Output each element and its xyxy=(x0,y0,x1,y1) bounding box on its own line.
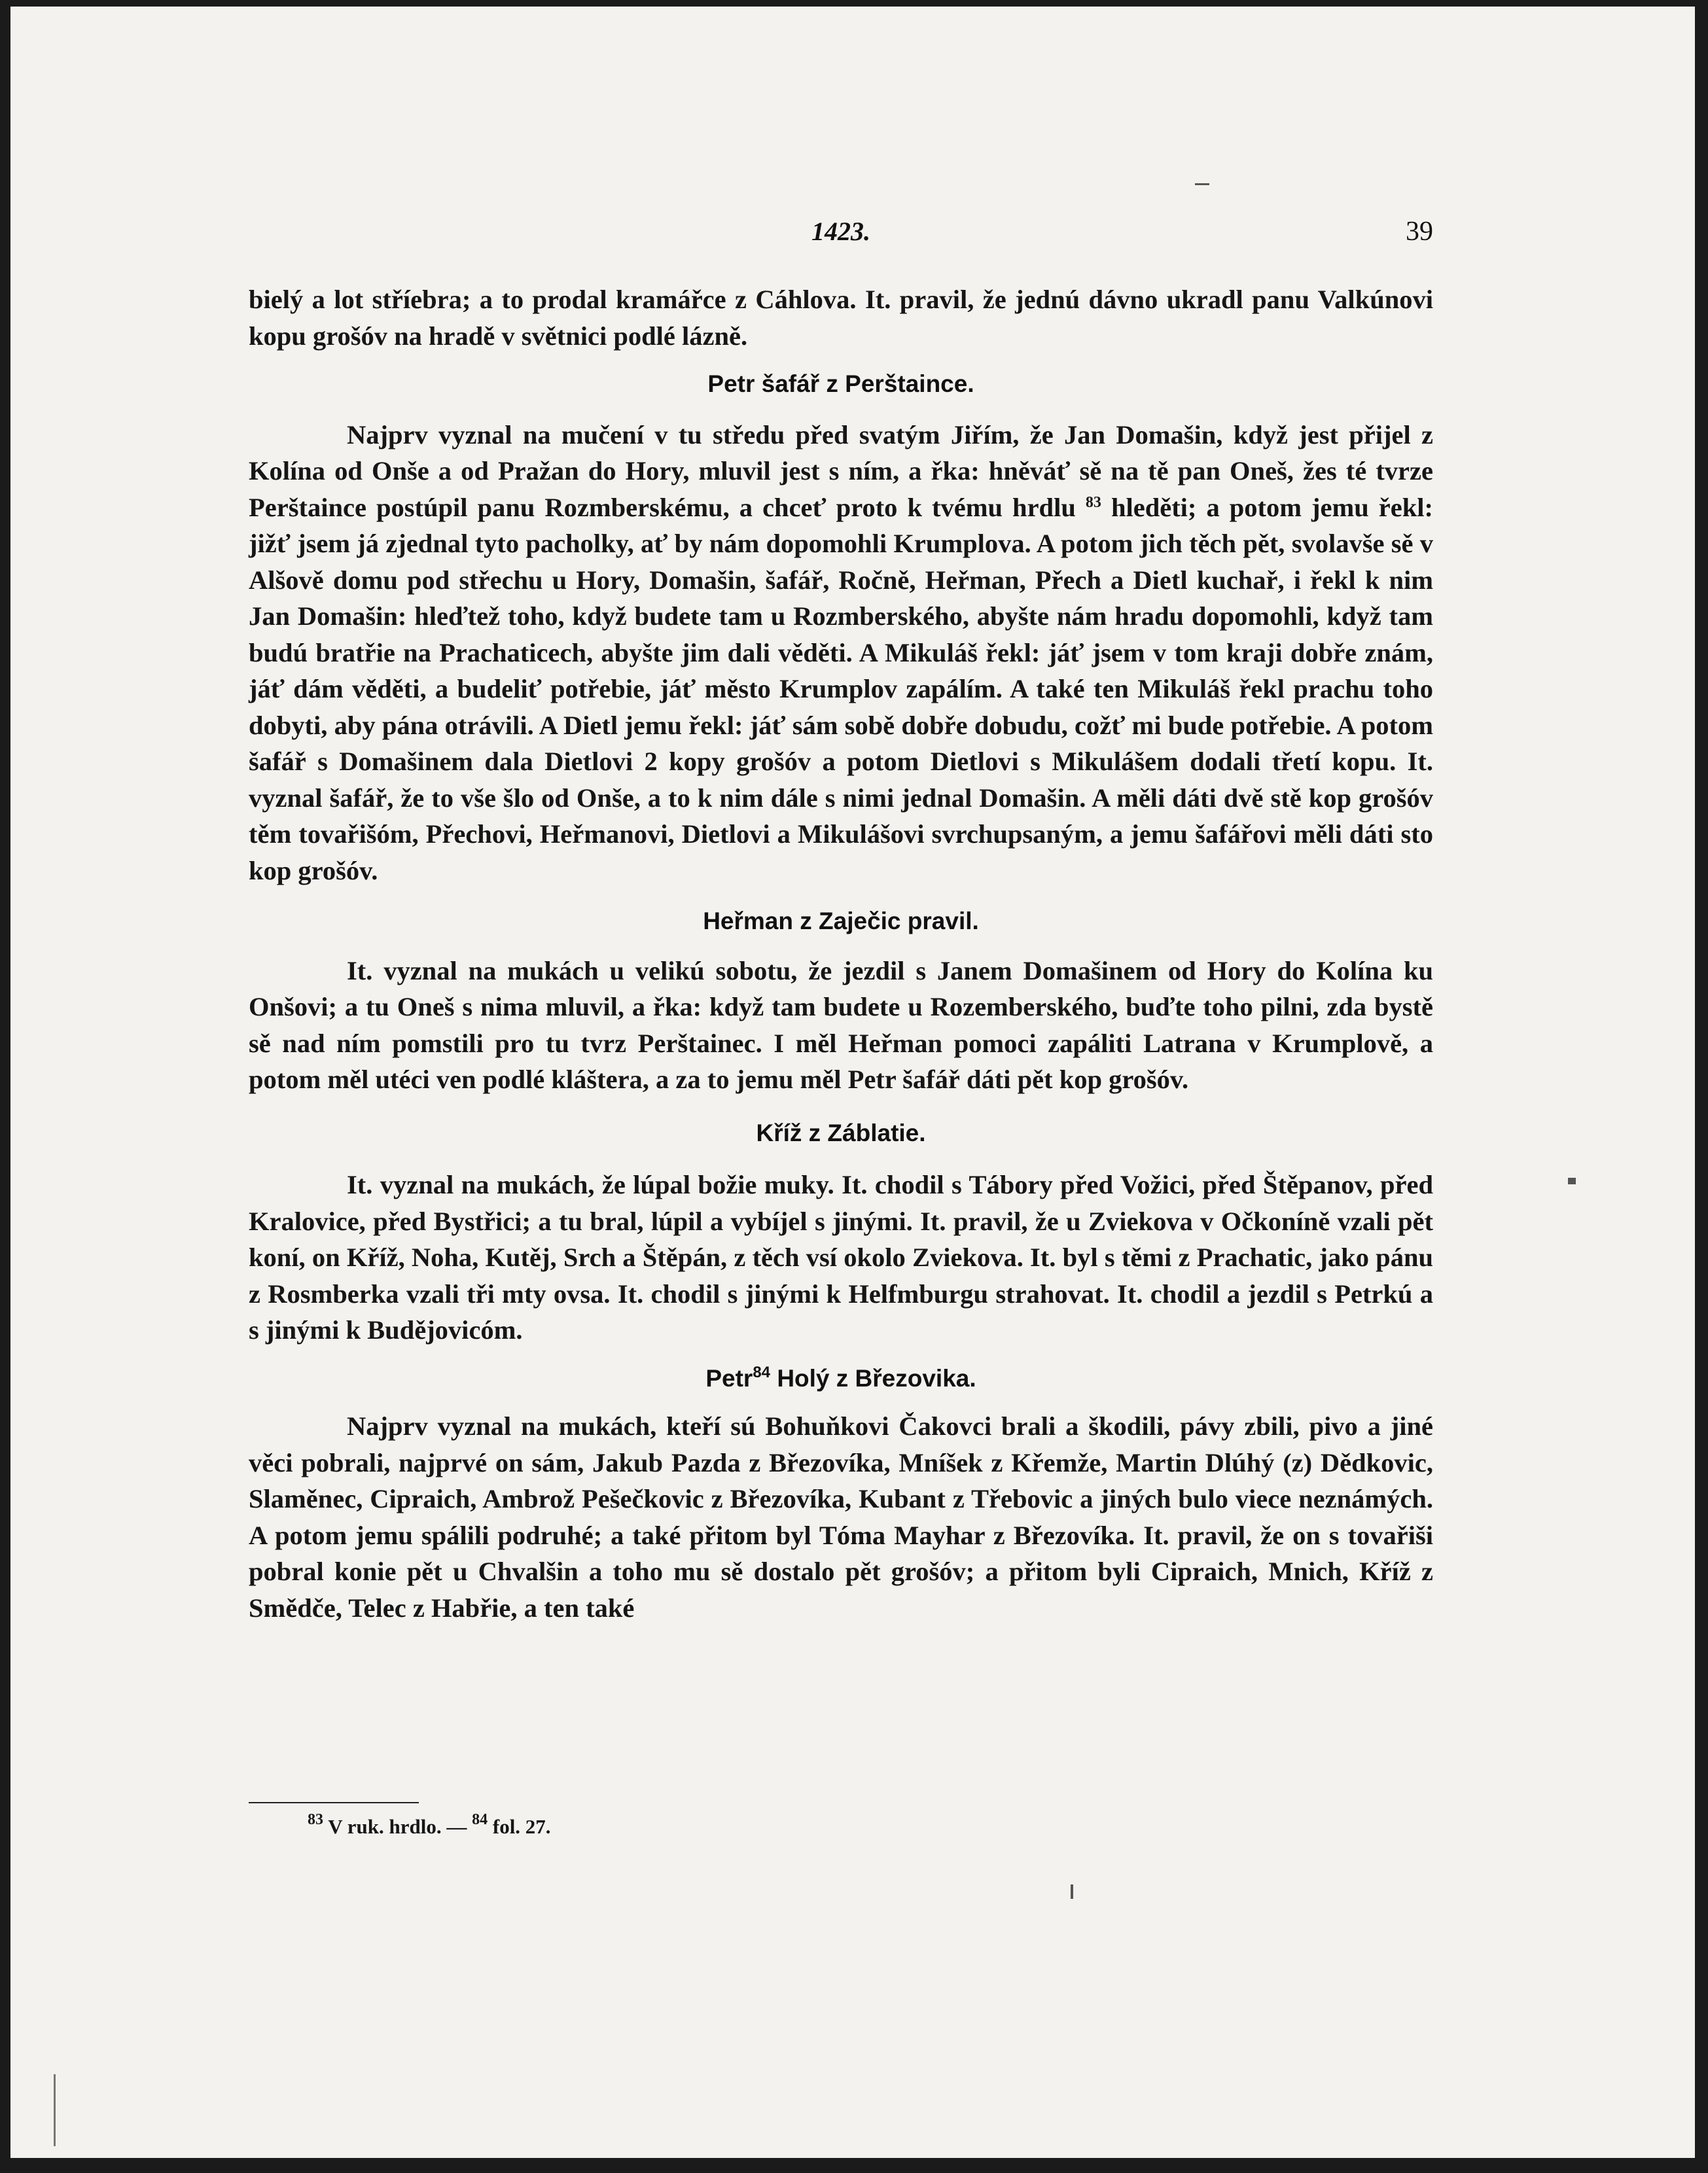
footnote-number-83: 83 xyxy=(308,1811,323,1828)
section-heading-herman: Heřman z Zaječic pravil. xyxy=(703,908,979,934)
body-text xyxy=(249,281,1433,1626)
paragraph-1-part-a: Najprv vyznal na mučení v tu středu před svatým Jiřím, že Jan Domašin, když jest přijel z Kolína od Onše a od Pražan do Hory, mluvil jest s ním, a řka: hněváť sě na tě pan Oneš, žes té tvrze Perštaince postúpil panu Rozmberskému, a chceť proto k tvému hrdlu xyxy=(249,419,1433,522)
footnote-number-84: 84 xyxy=(472,1811,488,1828)
scan-speck xyxy=(1568,1178,1576,1184)
paragraph-0: bielý a lot stříebra; a to prodal kramářce z Cáhlova. It. pravil, že jednú dávno ukradl panu Valkúnovi kopu grošóv na hradě v světnici podlé lázně. xyxy=(249,285,1433,351)
section-heading-petr-safar: Petr šafář z Perštaince. xyxy=(707,370,974,397)
paragraph-1-part-b: hleděti; a potom jemu řekl: jižť jsem já zjednal tyto pacholky, ať by nám dopomohli Krumplova. A potom jich těch pět, svolavše sě v Alšově domu pod střechu u Hory, Domašin, šafář, Ročně, Heřman, Přech a Dietl kuchař, i řekl k nim Jan Domašin: hleďtež toho, když budete tam u Rozmberského, abyšte nám hradu dopomohli, když tam budú bratřie na Prachaticech, abyšte jim dali věděti. A Mikuláš řekl: jáť jsem v tom kraji dobře znám, jáť dám věděti, a budeliť potřebie, jáť město Krumplov zapálím. A také ten Mikuláš řekl prachu toho dobyti, aby pána otrávili. A Dietl jemu řekl: jáť sám sobě dobře dobudu, cožť mi bude potřebie. A potom šafář s Domašinem dala Dietlovi 2 kopy grošóv a potom Dietlovi s Mikulášem dodali třetí kopu. It. vyznal šafář, že to vše šlo od Onše, a to k nim dále s nimi jednal Domašin. A měli dáti dvě stě kop grošóv těm tovařišóm, Přechovi, Heřmanovi, Dietlovi a Mikulášovi svrchupsaným, a jemu šafářovi měli dáti sto kop grošóv. xyxy=(249,492,1434,885)
page-header xyxy=(249,216,1433,262)
footnote-rule xyxy=(249,1802,419,1803)
section-heading-kriz: Kříž z Záblatie. xyxy=(756,1119,926,1146)
paragraph-2: It. vyznal na mukách u velikú sobotu, že jezdil s Janem Domašinem od Hory do Kolína ku Onšovi; a tu Oneš s nima mluvil, a řka: když tam budete u Rozemberského, buďte toho pilni, zda bystě sě nad ním pomstili pro tu tvrz Perštainec. I měl Heřman pomoci zapáliti Latrana v Krumplově, a potom měl utéci ven podlé kláštera, a za to jemu měl Petr šafář dáti pět kop grošóv. xyxy=(249,955,1433,1094)
footnote-ref-83: 83 xyxy=(1085,493,1101,511)
running-head-year: 1423. xyxy=(811,217,870,246)
section-heading-petr-holy xyxy=(249,1360,1433,1397)
scan-edge-mark xyxy=(54,2074,56,2146)
scan-speck xyxy=(1195,183,1209,185)
footnote-text-83: V ruk. hrdlo. — xyxy=(328,1815,467,1838)
paragraph-1 xyxy=(249,417,1433,889)
page-number: 39 xyxy=(1406,217,1433,247)
paragraph-3: It. vyznal na mukách, že lúpal božie muky. It. chodil s Tábory před Vožici, před Štěpanov, před Kralovice, před Bystřici; a tu bral, lúpil a vybíjel s jinými. It. pravil, že u Zviekova v Očkoníně vzali pět koní, on Kříž, Noha, Kutěj, Srch a Štěpán, z těch vsí okolo Zviekova. It. byl s těmi z Prachatic, jako pánu z Rosmberka vzali tři mty ovsa. It. chodil s jinými k Helfmburgu strahovat. It. chodil a jezdil s Petrkú a s jinými k Budějovicóm. xyxy=(249,1170,1433,1345)
heading-part-a: Petr xyxy=(705,1364,753,1392)
footnote-ref-84: 84 xyxy=(753,1363,771,1381)
scan-speck xyxy=(1071,1884,1073,1899)
footnote-text-84: fol. 27. xyxy=(492,1815,551,1838)
paragraph-4: Najprv vyznal na mukách, kteří sú Bohuňkovi Čakovci brali a škodili, pávy zbili, pivo a jiné věci pobrali, najprvé on sám, Jakub Pazda z Březovíka, Mníšek z Křemže, Martin Dlúhý (z) Dědkovic, Slaměnec, Cipraich, Ambrož Pešečkovic z Březovíka, Kubant z Třebovic a jiných bulo viece neznámých. A potom jemu spálili podruhé; a také přitom byl Tóma Mayhar z Březovíka. It. pravil, že on s tovařiši pobral konie pět u Chvalšin a toho mu sě dostalo pět grošóv; a přitom byli Cipraich, Mnich, Kříž z Smědče, Telec z Habřie, a ten také xyxy=(249,1411,1433,1623)
heading-part-b: Holý z Březovika. xyxy=(777,1364,976,1392)
footnotes xyxy=(308,1811,551,1839)
